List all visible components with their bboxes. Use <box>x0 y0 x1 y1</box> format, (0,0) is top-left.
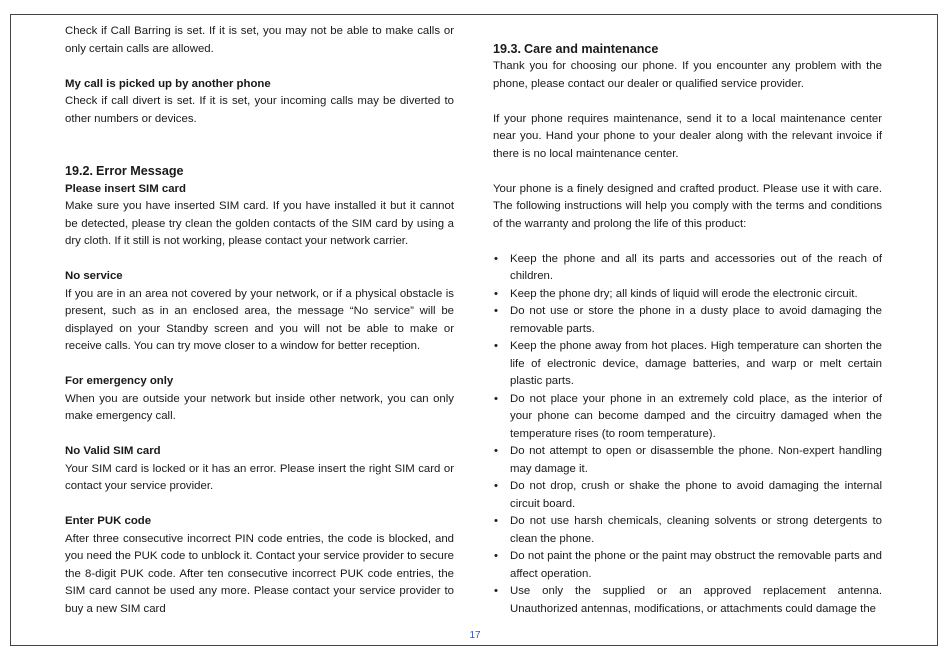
enter-puk-paragraph: After three consecutive incorrect PIN code entries, the code is blocked, and you need the PUK code to unblock it. Contact your service provider to secure the 8-digit PUK code. After ten consecutive incorrect PUK code entries, the SIM card cannot be used any more. Please contact your service provider to buy a new SIM card <box>65 532 454 615</box>
page-number: 17 <box>469 630 481 641</box>
care-instructions-list <box>493 251 882 619</box>
emergency-only-heading: For emergency only <box>65 375 174 387</box>
call-barring-paragraph: Check if Call Barring is set. If it is set, you may not be able to make calls or only certain calls are allowed. <box>65 25 454 55</box>
list-item: • Do not use or store the phone in a dusty place to avoid damaging the removable parts. <box>493 303 882 338</box>
maintenance-paragraph: If your phone requires maintenance, send it to a local maintenance center near you. Hand your phone to your dealer along with the relevant invoice if there is no local maintenance center. <box>493 112 882 160</box>
picked-up-paragraph: Check if call divert is set. If it is set, your incoming calls may be diverted to other numbers or devices. <box>65 95 454 125</box>
no-valid-sim-heading: No Valid SIM card <box>65 445 161 457</box>
picked-up-heading: My call is picked up by another phone <box>65 77 271 90</box>
section-number: 19.3. <box>493 41 522 56</box>
list-item: • Do not drop, crush or shake the phone to avoid damaging the internal circuit board. <box>493 478 882 513</box>
left-column <box>65 23 454 618</box>
right-column <box>493 23 882 618</box>
list-item: • Keep the phone dry; all kinds of liquid will erode the electronic circuit. <box>493 286 882 304</box>
emergency-only-paragraph: When you are outside your network but inside other network, you can only make emergency call. <box>65 392 454 422</box>
no-service-paragraph: If you are in an area not covered by your network, or if a physical obstacle is present, such as in an enclosed area, the message “No service” will be displayed on your Standby screen and you will not be able to make or receive calls. You can try move closer to a window for better reception. <box>65 287 454 352</box>
section-number: 19.2. <box>65 164 94 178</box>
list-item: • Keep the phone and all its parts and accessories out of the reach of children. <box>493 251 882 286</box>
section-title-care-maintenance <box>493 41 882 59</box>
section-title-text: Error Message <box>96 164 184 178</box>
section-title-error-message <box>65 163 454 181</box>
no-service-heading: No service <box>65 270 123 282</box>
insert-sim-paragraph: Make sure you have inserted SIM card. If you have installed it but it cannot be detected, please try clean the golden contacts of the SIM card by using a dry cloth. If it still is not working, please contact your network carrier. <box>65 200 454 247</box>
list-item: • Keep the phone away from hot places. High temperature can shorten the life of electronic device, damage batteries, and warp or melt certain plastic parts. <box>493 338 882 391</box>
list-item: • Do not place your phone in an extremely cold place, as the interior of your phone can become damped and the circuitry damaged when the temperature rises (to room temperature). <box>493 391 882 444</box>
list-item: • Do not use harsh chemicals, cleaning solvents or strong detergents to clean the phone. <box>493 513 882 548</box>
thank-you-paragraph: Thank you for choosing our phone. If you encounter any problem with the phone, please contact our dealer or qualified service provider. <box>493 60 882 90</box>
enter-puk-heading: Enter PUK code <box>65 515 152 527</box>
care-intro-paragraph: Your phone is a finely designed and crafted product. Please use it with care. The following instructions will help you comply with the terms and conditions of the warranty and prolong the life of this product: <box>493 182 882 230</box>
insert-sim-heading: Please insert SIM card <box>65 182 186 195</box>
list-item: • Use only the supplied or an approved replacement antenna. Unauthorized antennas, modifications, or attachments could damage the <box>493 583 882 618</box>
list-item: • Do not paint the phone or the paint may obstruct the removable parts and affect operation. <box>493 548 882 583</box>
list-item: • Do not attempt to open or disassemble the phone. Non-expert handling may damage it. <box>493 443 882 478</box>
no-valid-sim-paragraph: Your SIM card is locked or it has an error. Please insert the right SIM card or contact your service provider. <box>65 462 454 492</box>
section-title-text: Care and maintenance <box>524 41 659 56</box>
